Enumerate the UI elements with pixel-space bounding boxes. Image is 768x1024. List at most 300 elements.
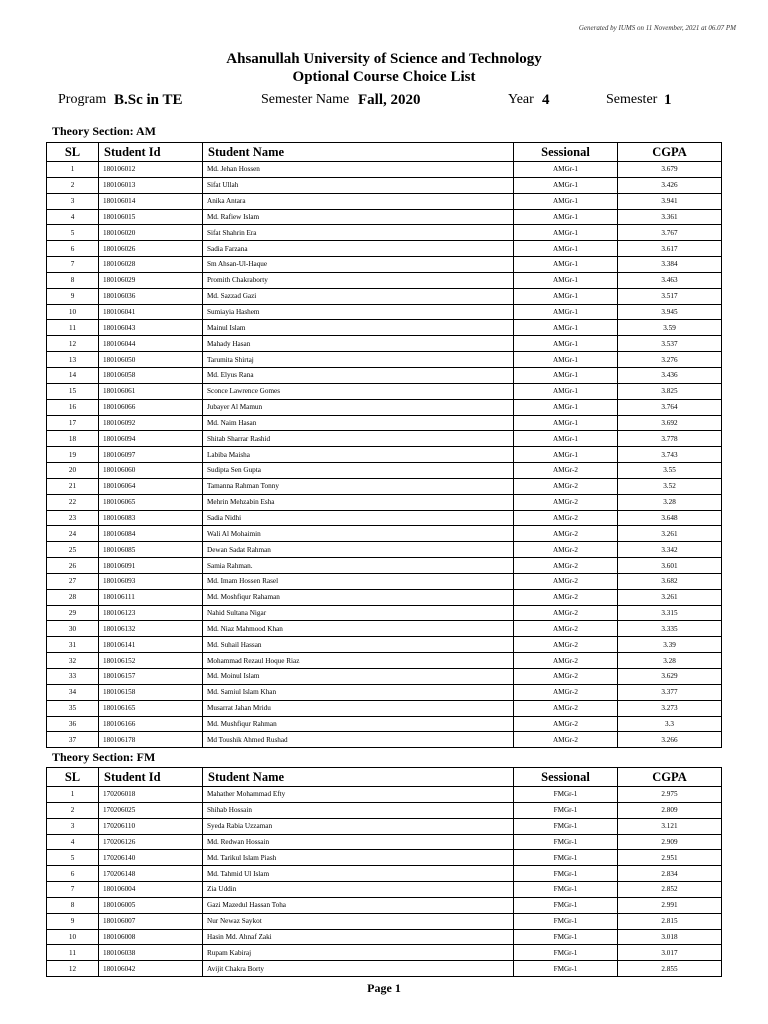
cell-student-name: Sadia Nidhi (203, 510, 514, 526)
cell-sessional: AMGr-1 (514, 225, 618, 241)
cell-cgpa: 3.377 (618, 684, 722, 700)
cell-cgpa: 3.601 (618, 558, 722, 574)
col-header-student-id: Student Id (99, 768, 203, 787)
cell-student-name: Md. Moinul Islam (203, 669, 514, 685)
cell-student-id: 180106043 (99, 320, 203, 336)
cell-student-name: Sm Ahsan-Ul-Haque (203, 257, 514, 273)
table-row (47, 802, 722, 818)
table-row (47, 272, 722, 288)
cell-student-name: Sudipta Sen Gupta (203, 463, 514, 479)
cell-student-name: Md. Elyus Rana (203, 367, 514, 383)
cell-student-name: Md. Moshfiqur Rahaman (203, 589, 514, 605)
cell-student-id: 180106065 (99, 494, 203, 510)
table-row (47, 177, 722, 193)
cell-student-id: 180106166 (99, 716, 203, 732)
semester-value: 1 (664, 92, 672, 108)
cell-sessional: FMGr-1 (514, 882, 618, 898)
cell-sl: 1 (47, 787, 99, 803)
table-row (47, 897, 722, 913)
table-row (47, 209, 722, 225)
cell-cgpa: 3.679 (618, 162, 722, 178)
cell-sessional: AMGr-1 (514, 241, 618, 257)
cell-cgpa: 3.261 (618, 526, 722, 542)
cell-sl: 16 (47, 399, 99, 415)
cell-cgpa: 3.121 (618, 818, 722, 834)
cell-cgpa: 3.629 (618, 669, 722, 685)
table-row (47, 669, 722, 685)
col-header-sl: SL (47, 143, 99, 162)
col-header-sessional: Sessional (514, 768, 618, 787)
cell-student-id: 180106091 (99, 558, 203, 574)
cell-sessional: FMGr-1 (514, 866, 618, 882)
cell-student-id: 180106084 (99, 526, 203, 542)
table-row (47, 399, 722, 415)
cell-student-id: 180106066 (99, 399, 203, 415)
program-value: B.Sc in TE (114, 92, 183, 108)
table-row (47, 304, 722, 320)
cell-sessional: AMGr-1 (514, 320, 618, 336)
cell-sessional: AMGr-1 (514, 288, 618, 304)
cell-student-name: Zia Uddin (203, 882, 514, 898)
cell-sl: 5 (47, 850, 99, 866)
cell-cgpa: 2.855 (618, 961, 722, 977)
cell-sl: 34 (47, 684, 99, 700)
cell-student-id: 180106029 (99, 272, 203, 288)
cell-sl: 3 (47, 818, 99, 834)
page-number: Page 1 (367, 981, 401, 995)
table-row (47, 336, 722, 352)
table-row (47, 463, 722, 479)
table-row (47, 589, 722, 605)
table-row (47, 700, 722, 716)
cell-sessional: FMGr-1 (514, 913, 618, 929)
cell-sl: 30 (47, 621, 99, 637)
cell-sl: 7 (47, 257, 99, 273)
cell-sessional: AMGr-1 (514, 272, 618, 288)
cell-sessional: FMGr-1 (514, 945, 618, 961)
cell-cgpa: 3.463 (618, 272, 722, 288)
table-row (47, 818, 722, 834)
cell-sl: 10 (47, 929, 99, 945)
cell-student-name: Musarrat Jahan Mridu (203, 700, 514, 716)
cell-student-id: 170206140 (99, 850, 203, 866)
cell-student-id: 170206148 (99, 866, 203, 882)
cell-student-name: Gazi Mazedul Hassan Toha (203, 897, 514, 913)
cell-cgpa: 3.617 (618, 241, 722, 257)
cell-cgpa: 3.825 (618, 383, 722, 399)
section-label-am: Theory Section: AM (52, 124, 156, 138)
cell-sl: 33 (47, 669, 99, 685)
cell-student-name: Md. Redwan Hossain (203, 834, 514, 850)
col-header-student-name: Student Name (203, 143, 514, 162)
cell-sl: 23 (47, 510, 99, 526)
cell-sl: 18 (47, 431, 99, 447)
cell-cgpa: 3.273 (618, 700, 722, 716)
cell-student-name: Mahady Hasan (203, 336, 514, 352)
cell-sl: 3 (47, 193, 99, 209)
cell-student-id: 170206110 (99, 818, 203, 834)
cell-cgpa: 3.315 (618, 605, 722, 621)
table-row (47, 866, 722, 882)
col-header-student-id: Student Id (99, 143, 203, 162)
table-row (47, 834, 722, 850)
cell-student-name: Samia Rahman. (203, 558, 514, 574)
cell-sl: 14 (47, 367, 99, 383)
cell-cgpa: 3.261 (618, 589, 722, 605)
semester-label: Semester (606, 92, 658, 107)
cell-sessional: AMGr-2 (514, 700, 618, 716)
cell-student-id: 180106026 (99, 241, 203, 257)
cell-sessional: AMGr-1 (514, 336, 618, 352)
cell-cgpa: 3.682 (618, 573, 722, 589)
cell-student-name: Tarumita Shirtaj (203, 352, 514, 368)
cell-cgpa: 2.834 (618, 866, 722, 882)
cell-cgpa: 3.436 (618, 367, 722, 383)
cell-sessional: FMGr-1 (514, 802, 618, 818)
section-table-am (46, 142, 722, 748)
table-row (47, 882, 722, 898)
cell-sessional: AMGr-2 (514, 494, 618, 510)
cell-student-id: 180106158 (99, 684, 203, 700)
cell-sessional: AMGr-2 (514, 573, 618, 589)
cell-sessional: AMGr-1 (514, 177, 618, 193)
cell-sessional: AMGr-2 (514, 716, 618, 732)
cell-sl: 19 (47, 447, 99, 463)
cell-student-id: 180106093 (99, 573, 203, 589)
cell-sessional: AMGr-1 (514, 209, 618, 225)
cell-student-name: Sadia Farzana (203, 241, 514, 257)
cell-sl: 6 (47, 241, 99, 257)
cell-sessional: AMGr-2 (514, 669, 618, 685)
cell-sessional: FMGr-1 (514, 818, 618, 834)
table-row (47, 383, 722, 399)
table-row (47, 787, 722, 803)
cell-cgpa: 3.764 (618, 399, 722, 415)
cell-student-id: 180106157 (99, 669, 203, 685)
cell-cgpa: 2.815 (618, 913, 722, 929)
university-name: Ahsanullah University of Science and Technology (226, 51, 542, 67)
cell-student-name: Anika Antara (203, 193, 514, 209)
table-row (47, 929, 722, 945)
cell-student-name: Sifat Shahrin Era (203, 225, 514, 241)
table-row (47, 573, 722, 589)
cell-sessional: FMGr-1 (514, 787, 618, 803)
col-header-sessional: Sessional (514, 143, 618, 162)
cell-sessional: AMGr-1 (514, 162, 618, 178)
cell-cgpa: 2.975 (618, 787, 722, 803)
table-row (47, 257, 722, 273)
cell-sl: 10 (47, 304, 99, 320)
section-label-fm: Theory Section: FM (52, 750, 156, 764)
table-row (47, 945, 722, 961)
table-header-row (47, 143, 722, 162)
cell-cgpa: 3.778 (618, 431, 722, 447)
cell-cgpa: 3.276 (618, 352, 722, 368)
cell-sl: 11 (47, 945, 99, 961)
cell-student-id: 180106097 (99, 447, 203, 463)
cell-student-id: 180106061 (99, 383, 203, 399)
table-row (47, 621, 722, 637)
cell-sl: 13 (47, 352, 99, 368)
cell-sessional: AMGr-1 (514, 415, 618, 431)
table-row (47, 716, 722, 732)
cell-sl: 25 (47, 542, 99, 558)
cell-student-id: 180106064 (99, 478, 203, 494)
cell-sessional: AMGr-2 (514, 621, 618, 637)
cell-student-name: Md. Tarikul Islam Piash (203, 850, 514, 866)
cell-cgpa: 3.52 (618, 478, 722, 494)
cell-sessional: AMGr-2 (514, 732, 618, 748)
generated-note: Generated by IUMS on 11 November, 2021 at 06.07 PM (578, 24, 736, 32)
cell-student-id: 180106005 (99, 897, 203, 913)
cell-student-name: Md. Rafiew Islam (203, 209, 514, 225)
cell-sl: 35 (47, 700, 99, 716)
cell-student-name: Md. Tahmid Ul Islam (203, 866, 514, 882)
cell-sl: 22 (47, 494, 99, 510)
cell-sl: 7 (47, 882, 99, 898)
year-label: Year (508, 92, 534, 107)
cell-student-name: Mainul Islam (203, 320, 514, 336)
table-row (47, 367, 722, 383)
cell-cgpa: 3.342 (618, 542, 722, 558)
cell-sessional: AMGr-2 (514, 684, 618, 700)
table-row (47, 288, 722, 304)
cell-sl: 4 (47, 834, 99, 850)
cell-sl: 37 (47, 732, 99, 748)
table-row (47, 637, 722, 653)
cell-sl: 12 (47, 336, 99, 352)
cell-student-id: 180106012 (99, 162, 203, 178)
cell-student-id: 170206018 (99, 787, 203, 803)
program-label: Program (58, 92, 107, 107)
cell-cgpa: 2.951 (618, 850, 722, 866)
cell-student-name: Tamanna Rahman Tonny (203, 478, 514, 494)
cell-sl: 6 (47, 866, 99, 882)
cell-sessional: AMGr-1 (514, 431, 618, 447)
cell-student-name: Nahid Sultana Nigar (203, 605, 514, 621)
info-row (0, 91, 768, 111)
cell-student-id: 180106132 (99, 621, 203, 637)
cell-student-id: 180106008 (99, 929, 203, 945)
cell-sessional: AMGr-1 (514, 399, 618, 415)
cell-sessional: FMGr-1 (514, 850, 618, 866)
cell-student-id: 180106123 (99, 605, 203, 621)
cell-cgpa: 3.39 (618, 637, 722, 653)
cell-cgpa: 3.692 (618, 415, 722, 431)
cell-sessional: AMGr-2 (514, 542, 618, 558)
cell-student-name: Hasin Md. Ahnaf Zaki (203, 929, 514, 945)
cell-cgpa: 3.945 (618, 304, 722, 320)
table-row (47, 684, 722, 700)
table-row (47, 510, 722, 526)
cell-cgpa: 3.28 (618, 653, 722, 669)
cell-sl: 31 (47, 637, 99, 653)
cell-sessional: FMGr-1 (514, 961, 618, 977)
cell-cgpa: 3.384 (618, 257, 722, 273)
cell-cgpa: 3.743 (618, 447, 722, 463)
cell-cgpa: 3.517 (618, 288, 722, 304)
cell-sessional: AMGr-1 (514, 367, 618, 383)
cell-sessional: AMGr-2 (514, 653, 618, 669)
cell-cgpa: 2.809 (618, 802, 722, 818)
table-row (47, 193, 722, 209)
col-header-sl: SL (47, 768, 99, 787)
cell-sessional: AMGr-1 (514, 257, 618, 273)
table-row (47, 415, 722, 431)
cell-student-name: Promith Chakraborty (203, 272, 514, 288)
cell-student-id: 180106038 (99, 945, 203, 961)
cell-sl: 9 (47, 288, 99, 304)
cell-cgpa: 2.852 (618, 882, 722, 898)
cell-cgpa: 3.426 (618, 177, 722, 193)
cell-sl: 36 (47, 716, 99, 732)
cell-student-name: Mahather Mohammad Efty (203, 787, 514, 803)
cell-cgpa: 3.266 (618, 732, 722, 748)
cell-student-id: 170206126 (99, 834, 203, 850)
cell-sl: 2 (47, 177, 99, 193)
cell-cgpa: 3.55 (618, 463, 722, 479)
cell-cgpa: 3.018 (618, 929, 722, 945)
cell-sl: 1 (47, 162, 99, 178)
cell-sessional: AMGr-1 (514, 304, 618, 320)
cell-cgpa: 3.941 (618, 193, 722, 209)
cell-student-name: Avijit Chakra Borty (203, 961, 514, 977)
cell-student-name: Sconce Lawrence Gomes (203, 383, 514, 399)
cell-student-id: 180106036 (99, 288, 203, 304)
cell-sl: 2 (47, 802, 99, 818)
cell-student-name: Rupam Kabiraj (203, 945, 514, 961)
col-header-cgpa: CGPA (618, 143, 722, 162)
cell-sl: 9 (47, 913, 99, 929)
cell-student-id: 180106111 (99, 589, 203, 605)
cell-student-id: 180106028 (99, 257, 203, 273)
cell-student-id: 180106092 (99, 415, 203, 431)
cell-student-id: 180106050 (99, 352, 203, 368)
table-row (47, 605, 722, 621)
cell-student-name: Md. Suhail Hassan (203, 637, 514, 653)
col-header-student-name: Student Name (203, 768, 514, 787)
cell-student-id: 180106041 (99, 304, 203, 320)
cell-sessional: AMGr-2 (514, 589, 618, 605)
cell-student-name: Dewan Sadat Rahman (203, 542, 514, 558)
cell-sessional: AMGr-2 (514, 637, 618, 653)
cell-sl: 20 (47, 463, 99, 479)
cell-student-id: 180106058 (99, 367, 203, 383)
table-row (47, 162, 722, 178)
table-row (47, 320, 722, 336)
table-row (47, 431, 722, 447)
cell-sl: 17 (47, 415, 99, 431)
cell-student-id: 180106178 (99, 732, 203, 748)
table-row (47, 352, 722, 368)
cell-cgpa: 3.648 (618, 510, 722, 526)
col-header-cgpa: CGPA (618, 768, 722, 787)
cell-student-name: Md. Samiul Islam Khan (203, 684, 514, 700)
cell-student-name: Jubayer Al Mamun (203, 399, 514, 415)
cell-sessional: AMGr-1 (514, 193, 618, 209)
cell-cgpa: 3.59 (618, 320, 722, 336)
cell-student-name: Shihab Hossain (203, 802, 514, 818)
cell-student-name: Md. Jehan Hossen (203, 162, 514, 178)
cell-cgpa: 3.361 (618, 209, 722, 225)
cell-student-name: Labiba Maisha (203, 447, 514, 463)
cell-student-id: 180106007 (99, 913, 203, 929)
cell-sl: 26 (47, 558, 99, 574)
cell-student-id: 180106042 (99, 961, 203, 977)
table-row (47, 558, 722, 574)
cell-student-name: Sifat Ullah (203, 177, 514, 193)
cell-sessional: AMGr-2 (514, 605, 618, 621)
cell-student-id: 180106015 (99, 209, 203, 225)
year-value: 4 (542, 92, 550, 108)
cell-cgpa: 2.991 (618, 897, 722, 913)
cell-student-id: 180106004 (99, 882, 203, 898)
cell-sl: 21 (47, 478, 99, 494)
cell-cgpa: 3.767 (618, 225, 722, 241)
cell-student-id: 180106085 (99, 542, 203, 558)
cell-student-id: 180106014 (99, 193, 203, 209)
cell-sessional: AMGr-1 (514, 352, 618, 368)
table-row (47, 542, 722, 558)
cell-sessional: AMGr-2 (514, 526, 618, 542)
cell-student-name: Md. Naim Hasan (203, 415, 514, 431)
cell-student-name: Syeda Rabia Uzzaman (203, 818, 514, 834)
cell-student-name: Md. Imam Hossen Rasel (203, 573, 514, 589)
cell-sessional: AMGr-1 (514, 383, 618, 399)
table-row (47, 913, 722, 929)
cell-sessional: AMGr-2 (514, 510, 618, 526)
cell-cgpa: 3.017 (618, 945, 722, 961)
section-table-fm (46, 767, 722, 977)
semester-name-value: Fall, 2020 (358, 92, 421, 108)
table-row (47, 225, 722, 241)
cell-sl: 32 (47, 653, 99, 669)
cell-cgpa: 3.3 (618, 716, 722, 732)
cell-sl: 28 (47, 589, 99, 605)
cell-student-id: 180106083 (99, 510, 203, 526)
cell-sessional: AMGr-2 (514, 558, 618, 574)
cell-sessional: AMGr-2 (514, 478, 618, 494)
table-row (47, 478, 722, 494)
list-title: Optional Course Choice List (292, 69, 476, 85)
cell-student-name: Mehrin Mehzabin Esha (203, 494, 514, 510)
cell-sl: 12 (47, 961, 99, 977)
cell-sessional: AMGr-1 (514, 447, 618, 463)
cell-student-id: 180106044 (99, 336, 203, 352)
cell-sl: 11 (47, 320, 99, 336)
cell-student-name: Md. Mushfiqur Rahman (203, 716, 514, 732)
table-row (47, 961, 722, 977)
cell-sl: 29 (47, 605, 99, 621)
cell-sl: 24 (47, 526, 99, 542)
cell-student-id: 180106020 (99, 225, 203, 241)
table-header-row (47, 768, 722, 787)
table-row (47, 850, 722, 866)
cell-sessional: AMGr-2 (514, 463, 618, 479)
cell-student-id: 170206025 (99, 802, 203, 818)
cell-student-name: Wali Al Mohaimin (203, 526, 514, 542)
cell-student-id: 180106165 (99, 700, 203, 716)
cell-sessional: FMGr-1 (514, 897, 618, 913)
cell-student-name: Md. Niaz Mahmood Khan (203, 621, 514, 637)
cell-student-id: 180106094 (99, 431, 203, 447)
cell-cgpa: 2.909 (618, 834, 722, 850)
cell-cgpa: 3.28 (618, 494, 722, 510)
cell-sl: 5 (47, 225, 99, 241)
cell-sessional: FMGr-1 (514, 834, 618, 850)
cell-student-name: Nur Newaz Saykot (203, 913, 514, 929)
semester-name-label: Semester Name (261, 92, 350, 107)
